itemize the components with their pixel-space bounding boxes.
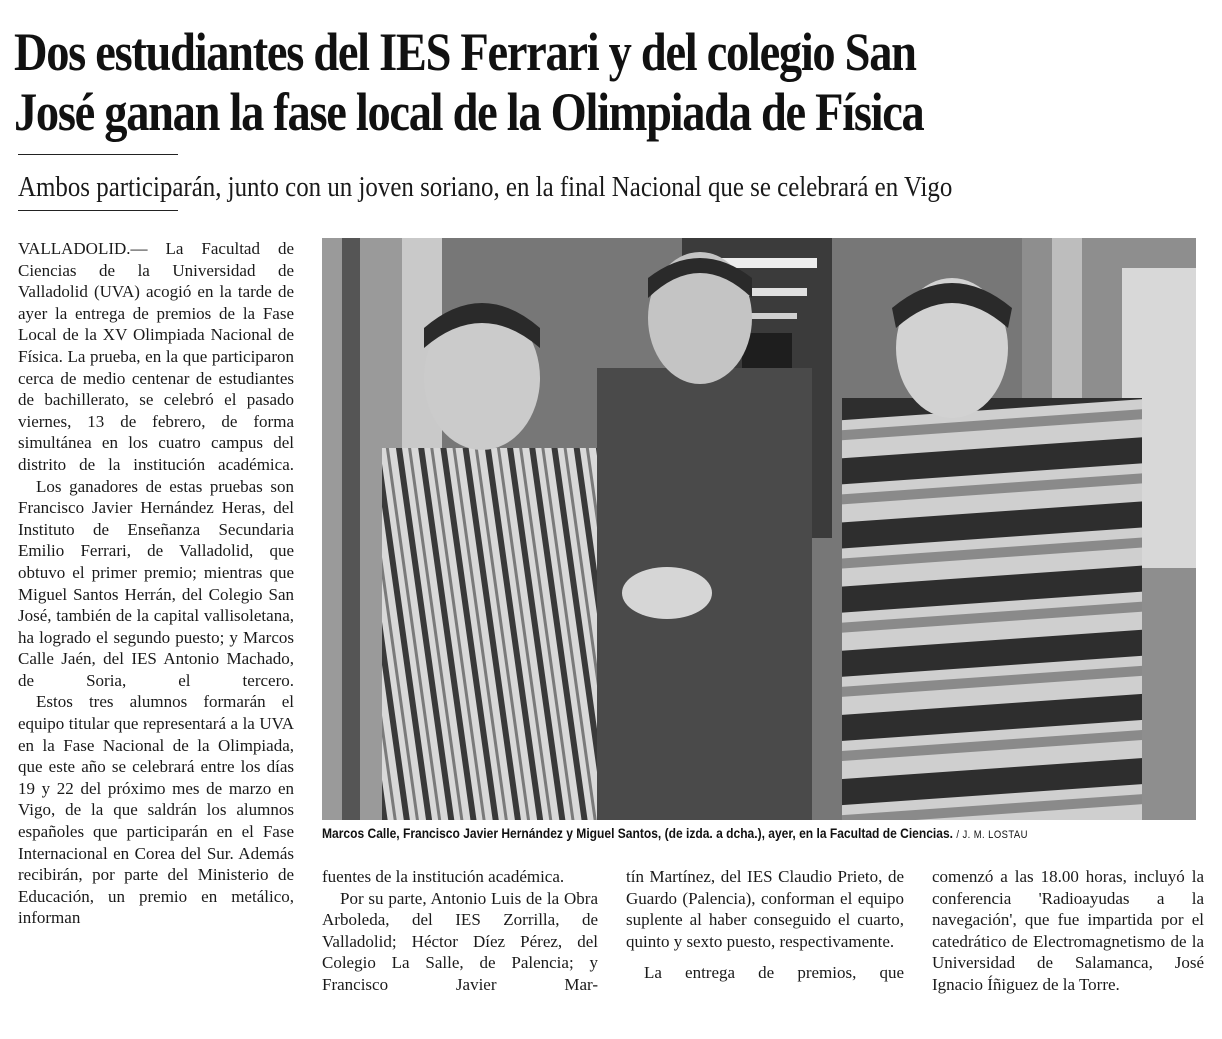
paragraph-3: Estos tres alumnos formarán el equipo titular que representará a la UVA en la Fase Nacional de la Olimpiada, que este año se celebrará entre los días 19 y 22 del próximo mes de marzo en Vigo, de la que saldrán los alumnos españoles que participarán en el Fase Internacional en Corea del Sur. Además recibirán, por parte del Ministerio de Educación, un premio en metálico, informan — [18, 692, 294, 928]
headline — [14, 22, 1037, 142]
subheadline: Ambos participarán, junto con un joven soriano, en la final Nacional que se celebrará en Vigo — [18, 172, 953, 203]
photo-credit: / J. M. LOSTAU — [956, 829, 1028, 841]
column-3 — [626, 866, 904, 984]
subheadline-rule — [18, 210, 178, 211]
paragraph-5: Por su parte, Antonio Luis de la Obra Arboleda, del IES Zorrilla, de Valladolid; Héctor Díez Pérez, del Colegio La Salle, de Palencia; y Francisco Javier Mar- — [322, 888, 598, 994]
paragraph-2: Los ganadores de estas pruebas son Francisco Javier Hernández Heras, del Instituto de Enseñanza Secundaria Emilio Ferrari, de Valladolid, que obtuvo el primer premio; mientras que Miguel Santos Herrán, del Colegio San José, también de la capital vallisoletana, ha logrado el segundo puesto; y Marcos Calle Jaén, del IES Antonio Machado, de Soria, el tercero. — [18, 476, 294, 690]
photo — [322, 238, 1196, 820]
paragraph-7: La entrega de premios, que — [644, 963, 904, 983]
paragraph-1: VALLADOLID.— La Facultad de Ciencias de la Universidad de Valladolid (UVA) acogió en la tarde de ayer la entrega de premios de la Fase Local de la XV Olimpiada Nacional de Física. La prueba, en la que participaron cerca de medio centenar de estudiantes de bachillerato, se celebró el pasado viernes, 13 de febrero, de forma simultánea en los cuatro campus del distrito de la institución académica. — [18, 239, 294, 474]
column-1 — [18, 238, 294, 929]
headline-line-1: Dos estudiantes del IES Ferrari y del colegio San — [14, 22, 916, 82]
headline-line-2: José ganan la fase local de la Olimpiada de Física — [14, 82, 924, 142]
paragraph-6: tín Martínez, del IES Claudio Prieto, de Guardo (Palencia), conforman el equipo suplente al haber conseguido el cuarto, quinto y sexto puesto, respectivamente. — [626, 867, 904, 951]
headline-rule — [18, 154, 178, 155]
paragraph-4: fuentes de la institución académica. — [322, 867, 565, 886]
paragraph-8: comenzó a las 18.00 horas, incluyó la conferencia 'Radioayudas a la navegación', que fue impartida por el catedrático de Electromagnetismo de la Universidad de Salamanca, José Ignacio Íñiguez de la Torre. — [932, 867, 1204, 994]
caption-text: Marcos Calle, Francisco Javier Hernández y Miguel Santos, (de izda. a dcha.), ayer, en la Facultad de Ciencias. — [322, 825, 953, 841]
photo-image — [322, 238, 1196, 820]
photo-caption — [322, 824, 1182, 844]
column-4 — [932, 866, 1204, 996]
column-2 — [322, 866, 598, 996]
